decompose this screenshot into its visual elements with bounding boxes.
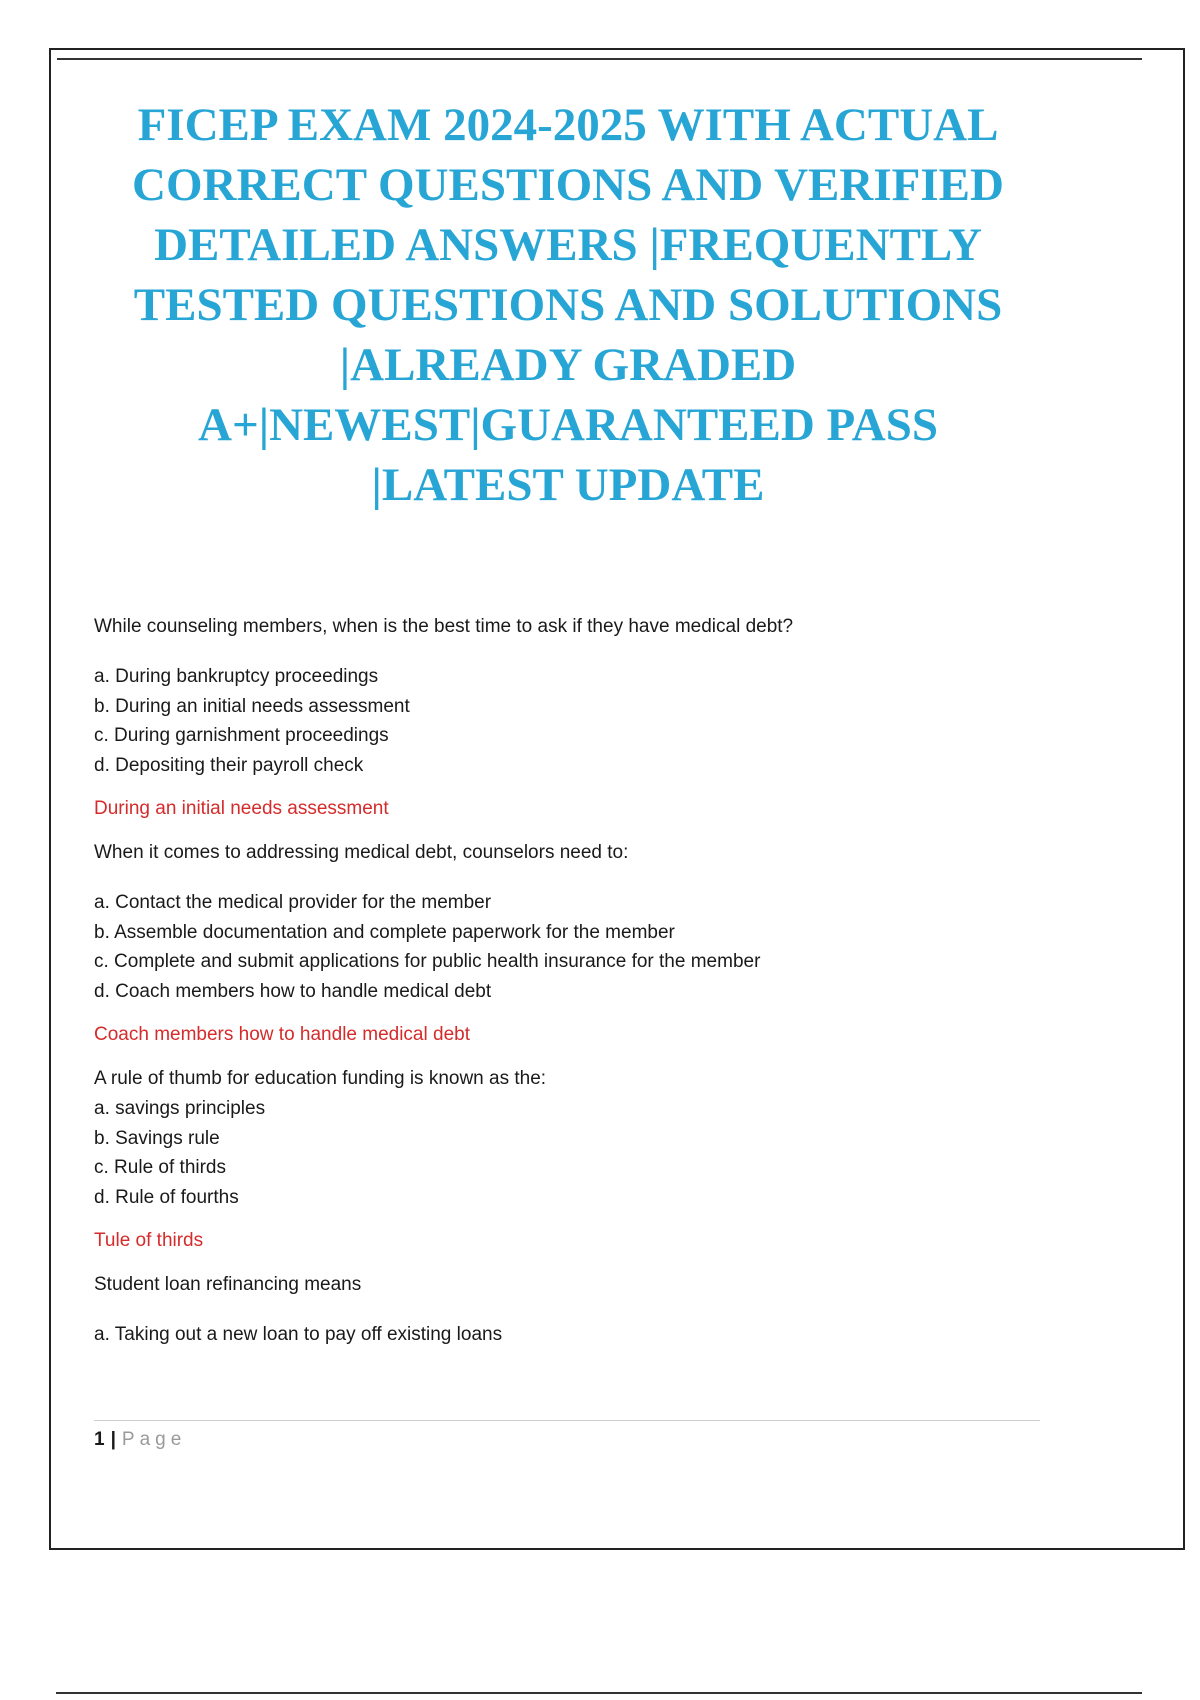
top-rule — [57, 58, 1142, 60]
question-4-text: Student loan refinancing means — [94, 1274, 362, 1295]
page-number: 1 — [94, 1429, 105, 1450]
question-1-text: While counseling members, when is the best time to ask if they have medical debt? — [94, 616, 794, 637]
title-line: CORRECT QUESTIONS AND VERIFIED — [132, 159, 1004, 211]
question-list — [94, 612, 1054, 1350]
option: a. Contact the medical provider for the member — [94, 892, 492, 913]
question-2-text: When it comes to addressing medical debt, counselors need to: — [94, 842, 629, 863]
option: a. During bankruptcy proceedings — [94, 666, 379, 687]
question-3-options — [94, 1094, 1054, 1212]
page-footer — [94, 1426, 186, 1454]
bottom-rule — [56, 1692, 1142, 1694]
title-line: TESTED QUESTIONS AND SOLUTIONS — [133, 279, 1003, 331]
title-line: |ALREADY GRADED — [339, 339, 797, 391]
footer-separator: | — [110, 1429, 116, 1450]
title-line: A+|NEWEST|GUARANTEED PASS — [198, 399, 938, 451]
title-line: |LATEST UPDATE — [371, 459, 765, 511]
option: c. During garnishment proceedings — [94, 725, 389, 746]
title-line: DETAILED ANSWERS |FREQUENTLY — [154, 219, 982, 271]
question-1-answer: During an initial needs assessment — [94, 798, 389, 819]
question-4-options — [94, 1320, 1054, 1350]
option: d. Depositing their payroll check — [94, 754, 364, 776]
option: a. savings principles — [94, 1098, 266, 1119]
question-3-text: A rule of thumb for education funding is known as the: — [94, 1068, 547, 1089]
option: c. Complete and submit applications for public health insurance for the member — [94, 951, 761, 972]
footer-rule — [94, 1420, 1040, 1421]
question-2-answer: Coach members how to handle medical debt — [94, 1024, 470, 1045]
question-2-options — [94, 888, 1054, 1006]
option: d. Rule of fourths — [94, 1186, 239, 1208]
question-3-answer: Tule of thirds — [94, 1230, 204, 1251]
option: b. Assemble documentation and complete paperwork for the member — [94, 921, 675, 943]
page-label: Page — [121, 1429, 187, 1450]
title-line: FICEP EXAM 2024-2025 WITH ACTUAL — [137, 99, 999, 151]
option: b. During an initial needs assessment — [94, 695, 410, 717]
option: b. Savings rule — [94, 1127, 220, 1149]
document-title — [60, 95, 1076, 515]
option: a. Taking out a new loan to pay off existing loans — [94, 1324, 503, 1345]
question-1-options — [94, 662, 1054, 780]
option: c. Rule of thirds — [94, 1157, 226, 1178]
option: d. Coach members how to handle medical debt — [94, 980, 492, 1002]
